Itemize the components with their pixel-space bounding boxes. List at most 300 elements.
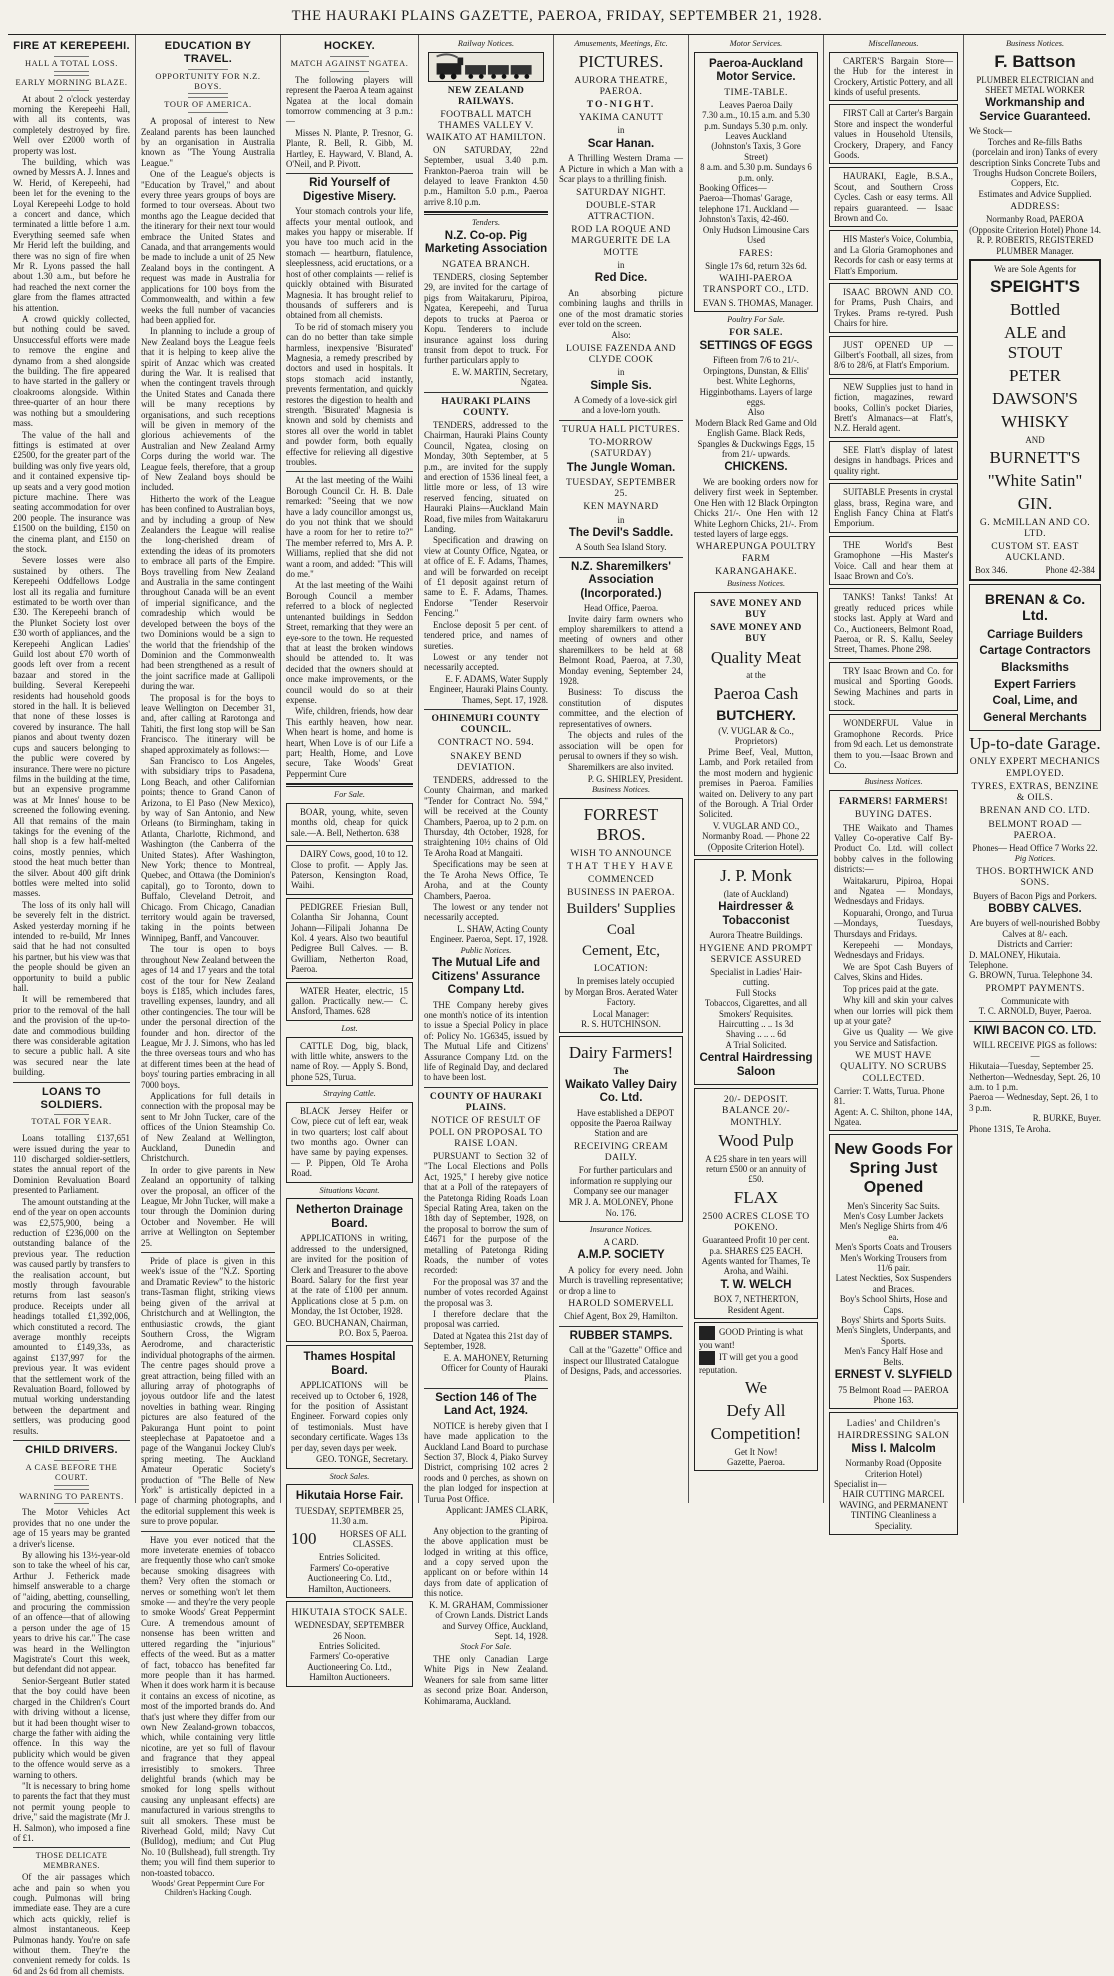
- divider: [141, 1531, 275, 1532]
- paragraph: Loans totalling £137,651 were issued during the year to 110 discharged soldier-settlers, states the annual report of the Dominion Revaluation Board presented to Parliament.: [13, 1133, 130, 1196]
- roberts: R. P. ROBERTS, REGISTERED PLUMBER Manager.: [976, 235, 1094, 256]
- column-7: [824, 35, 964, 1531]
- star-name: YAKIMA CANUTT: [578, 112, 664, 124]
- misc-ad: TRY Isaac Brown and Co. for musical and Sporting Goods. Sewing Machines and parts in stock.: [829, 662, 958, 712]
- flax-text: Guaranteed Profit 10 per cent. p.a. SHARES £25 EACH. Agents wanted for Thames, Te Aroha, and Waihi.: [701, 1235, 811, 1277]
- dairy-ad: [559, 1036, 683, 1222]
- divider: [559, 420, 683, 421]
- receiving-cream: RECEIVING CREAM DAILY.: [573, 1140, 669, 1163]
- monk-spec: Specialist in Ladies' Hair-cutting.: [710, 966, 802, 988]
- horse-count: 100: [291, 1529, 317, 1549]
- classified-ad: PEDIGREE Friesian Bull, Colantha Sir Johanna, Count Johann—Filipali Johanna De Kol. 4 years. Also two beautiful Pedigree Bull Calves. — B. Gwilliam, Netherton Road, Paeroa.: [286, 898, 413, 979]
- waikato-title: Waikato Valley Dairy Co. Ltd.: [565, 1078, 677, 1105]
- fire-article: [13, 94, 130, 1078]
- divider: [286, 783, 413, 787]
- shaving-price: Shaving .. .. .. 6d: [725, 1029, 787, 1040]
- train-icon: [429, 53, 543, 81]
- divider: [559, 557, 683, 558]
- situations-header: Situations Vacant.: [319, 1185, 380, 1195]
- booking-text: Paeroa—Thomas' Garage, telephone 171. Auckland — Johnston's Taxis, 42-460.: [699, 193, 799, 225]
- column-3: [281, 35, 419, 1683]
- bobby-text: Are buyers of well-nourished Bobby Calves at 8/- each.: [969, 918, 1101, 939]
- paragraph: Applications for full details in connection with the proposal may be sent to Mr John Tucker, care of the offices of the Union Steamship Co. of New Zealand at Wellington, Auckland, Dunedin and Christchurch.: [141, 1090, 275, 1164]
- paragraph: Of the air passages which ache and pain so when you cough. Pulmonas will bring immediate ease. They are a cure which acts quickly, relief is almost instantaneous. Keep Pulmonas handy. You're on safe without them. They're the convenient remedy for colds. 1s 6d and 2s 6d from all chemists.: [13, 1872, 130, 1976]
- kiwi-date: Netherton—Wednesday, Sept. 26, 10 a.m. to 1 p.m.: [969, 1071, 1101, 1092]
- we: We: [744, 1377, 768, 1397]
- slyfield-ad: [829, 1134, 958, 1409]
- fire-headline: FIRE AT KEREPEEHI.: [13, 40, 130, 52]
- misc-ad: TANKS! Tanks! Tanks! At greatly reduced prices while stocks last. Apply at Ward and Co., Auctioneers, Belmont Road, Paeroa, or R. S. Kallu, Seeley Street, Thames. Phone 298.: [829, 588, 958, 658]
- column-2: [136, 35, 281, 1898]
- membranes-headline: THOSE DELICATE MEMBRANES.: [35, 1851, 108, 1870]
- paragraph: Any objection to the granting of the above application must be lodged in writing at this office, and a copy served upon the applicant on or before within 14 days from date of application of this notice.: [424, 1525, 548, 1599]
- goods-item: Men's Sports Coats and Trousers: [835, 1242, 952, 1253]
- star-name: KEN MAYNARD: [583, 501, 659, 513]
- misc-ad: ISAAC BROWN AND CO. for Prams, Push Chairs, and Trykes. Prams re-tyred. Push Chairs for hire.: [829, 283, 958, 333]
- classified-ad: DAIRY Cows, good, 10 to 12. Close to profit. — Apply Jas. Paterson, Kensington Road, Waihi.: [286, 845, 413, 895]
- custom-st: CUSTOM ST. EAST AUCKLAND.: [991, 540, 1079, 564]
- business-header: Business Notices.: [1005, 39, 1065, 48]
- brenan-title: BRENAN & Co. Ltd.: [984, 590, 1086, 624]
- fares-label: FARES:: [738, 247, 774, 259]
- gin: GIN.: [1017, 493, 1053, 513]
- fire-subheadline: HALL A TOTAL LOSS.: [13, 56, 130, 72]
- paragraph: Specification and drawing on view at County Office, Ngatea, or at office of E. F. Adams, Thames, and will be forwarded on receipt of £1 deposit against return of same to E. F. Adams, Thames. Endorse "Tender Reservoir Fencing.": [424, 535, 548, 619]
- paragraph: THE Company hereby gives one month's notice of its intention to issue a Special Policy in place of: Policy No. 1G6345, issued by The Mutual Life and Citizens' Assurance Company Ltd. on the life of Reginald Day, and declared to have been lost.: [424, 999, 548, 1083]
- gazette-paeroa: Gazette, Paeroa.: [727, 1456, 785, 1467]
- paragraph: The Motor Vehicles Act provides that no one under the age of 15 years may be granted a driver's license.: [13, 1507, 130, 1549]
- motor-header: Motor Services.: [729, 39, 783, 48]
- paragraph: Specifications may be seen at the Te Aroha News Office, Te Aroha, and at the County Chambers, Paeroa.: [424, 859, 548, 901]
- harold: HAROLD SOMERVELL: [568, 1298, 674, 1310]
- garage-title: Up-to-date Garage.: [969, 733, 1101, 753]
- hospital-board-ad: [286, 1345, 413, 1468]
- poultry-header: Poultry For Sale.: [727, 314, 785, 324]
- classified-ad: CATTLE Dog, big, black, with little white, answers to the name of Roy. — Apply S. Bond, phone 52S, Turua.: [286, 1037, 413, 1087]
- flax-acres: 2500 ACRES CLOSE TO POKENO.: [702, 1210, 810, 1233]
- welch-text: BOX 7, NETHERTON, Resident Agent.: [713, 1294, 799, 1315]
- paragraph: Enclose deposit 5 per cent. of tendered price, and names of sureties.: [424, 619, 548, 651]
- child-subheadline: A CASE BEFORE THE COURT.: [13, 1460, 130, 1486]
- paragraph: Have established a DEPOT opposite the Paeroa Railway Station and are: [570, 1107, 675, 1139]
- paragraph: APPLICATIONS in writing, addressed to the undersigned, are invited for the position of Clerk and Treasurer to the above Board. Salary for the first year at the rate of £100 per annum. Applications close at 5 p.m. on Monday, the 1st October, 1928.: [291, 1233, 408, 1317]
- save-money-2: SAVE MONEY AND BUY: [710, 622, 802, 645]
- paragraph: One of the League's objects is "Education by Travel," and about every three years groups of boys are formed to tour overseas. About two months ago the League decided that the itinerary for their next tour would embrace the United States and Canada, and that arrangements would be made to include a unit of 25 New Zealand boys in the contingent. A request was made in Australia for applications for 100 boys from the Commonwealth, and within a few weeks the full number of vacancies had been applied for.: [141, 169, 275, 325]
- goods-item: Latest Neckties, Sox Suspenders and Braces.: [835, 1273, 952, 1294]
- contract-no: CONTRACT NO. 594.: [437, 737, 535, 749]
- paragraph: A Comedy of a love-sick girl and a love-lorn youth.: [573, 395, 678, 416]
- wharepunga: WHAREPUNGA POULTRY FARM: [695, 541, 817, 564]
- also: Also: [747, 407, 765, 418]
- paragraph: Misses N. Plante, P. Tresnor, G. Plante, R. Bell, R. Gibb, M. Hartley, E. Hayward, V. Bland, A. O'Neil, and P. Pivott.: [286, 127, 413, 169]
- goods-item: Men's Neglige Shirts from 4/6 ea.: [839, 1221, 948, 1242]
- paragraph: PURSUANT to Section 32 of "The Local Elections and Polls Act, 1925," I hereby give notice that at a Poll of the ratepayers of the Patetonga Riding Roads Loan Special Rating Area, taken on the 18th day of September, 1928, on the proposal to borrow the sum of £4671 for the purpose of the metalling of Patetonga Riding Roads, the number of votes recorded:: [424, 1150, 548, 1276]
- in-text: in: [617, 125, 625, 136]
- horse-count-row: [291, 1526, 408, 1552]
- misc-header: Miscellaneous.: [868, 39, 919, 48]
- forrest-line: COMMENCED: [588, 874, 654, 886]
- carrier-moloney: D. MALONEY, Hikutaia. Telephone.: [969, 949, 1061, 971]
- moloney: MR J. A. MOLONEY, Phone No. 176.: [568, 1197, 674, 1218]
- address-text: Normanby Road, PAEROA (Opposite Criterion Hotel) Phone 14.: [969, 214, 1101, 235]
- woods-footer: Woods' Great Peppermint Cure For Children's Hacking Cough.: [151, 1879, 265, 1898]
- white-satin: "White Satin": [987, 470, 1083, 490]
- paragraph: Kerepeehi — Mondays, Wednesdays and Fridays.: [834, 940, 953, 961]
- cement: Cement, Etc,: [582, 942, 660, 959]
- poll-title: COUNTY OF HAURAKI PLAINS.: [429, 1090, 543, 1114]
- full-stocks: Full Stocks: [735, 987, 777, 998]
- paragraph: Top prices paid at the gate.: [843, 983, 939, 994]
- expert-mechanics: ONLY EXPERT MECHANICS EMPLOYED.: [969, 756, 1101, 779]
- good-printing-row: [699, 1326, 813, 1350]
- paragraph: At the last meeting of the Waihi Borough Council a member referred to a block of neglected untenanted buildings in Seddon Street, remarking that they were an eye-sore to the town. He requested that at least the broken windows should be attended to. It was decided that the owners should at once make improvements, or the council would do so at their expense.: [286, 580, 413, 705]
- drainage-headline: Netherton Drainage Board.: [296, 1204, 403, 1230]
- head-office: Head Office, Paeroa.: [583, 603, 659, 614]
- forrest-line: BUSINESS IN PAEROA.: [567, 887, 675, 899]
- monk-bldg: Aurora Theatre Buildings.: [709, 930, 803, 941]
- misc-ad: THE World's Best Gramophone —His Master's Voice. Call and hear them at Isaac Brown and Co's.: [829, 536, 958, 586]
- quality-header: WE MUST HAVE QUALITY. NO SCRUBS COLLECTED.: [840, 1050, 947, 1084]
- signature: V. VUGLAR AND CO., Normanby Road. — Phone 22 (Opposite Criterion Hotel).: [702, 820, 810, 852]
- auctioneer-text: Farmers' Co-operative Auctioneering Co. Ltd., Hamilton, Auctioneers.: [307, 1562, 392, 1594]
- classified-ad: BLACK Jersey Heifer or Cow, piece cut of left ear, weak in two quarters; lost calf about two months ago. Owner can have same by paying expenses. — P. Pippen, Old Te Aroha Road.: [286, 1102, 413, 1183]
- for-sale-header: For Sale.: [334, 790, 365, 800]
- hockey-headline: HOCKEY.: [324, 40, 375, 52]
- chickens-title: CHICKENS.: [724, 461, 788, 474]
- column-8: [964, 35, 1106, 1503]
- paragraph: The loss of its only hall will be severely felt in the district. Asked yesterday morning if he intended to re-build, Mr Innes said that he had not consulted his partner, but his view was that the people should be given an opportunity to build a public hall.: [13, 899, 130, 994]
- signature: GEO. TONGE, Secretary.: [315, 1454, 408, 1465]
- paragraph: At about 2 o'clock yesterday morning the Kerepeehi Hall, with all its contents, was completely destroyed by fire. Well over £2000 worth of property was lost.: [13, 93, 130, 156]
- tyres: TYRES, EXTRAS, BENZINE & OILS.: [971, 780, 1099, 804]
- paragraph: The tour is open to boys throughout New Zealand between the ages of 14 and 17 years and the total cost of the tour for New Zealand boys is £185, which includes fares, travelling expenses, laundry, and all other contingencies. The tour will be under the personal direction of the founder and hon. director of the League, Mr J. J. Simons, who has led the three overseas tours and who has at different times been at the head of boys' touring parties embracing in all 7000 boys.: [141, 944, 275, 1090]
- tobaccos: Tobaccos, Cigarettes, and all Smokers' Requisites.: [704, 998, 808, 1019]
- speights: SPEIGHT'S: [989, 277, 1080, 297]
- auckland-from: (Johnston's Taxis, 3 Gore Street): [711, 141, 801, 162]
- paragraph: Call at the "Gazette" Office and inspect our Illustrated Catalogue of Designs, Pads, and accessories.: [560, 1345, 682, 1376]
- battson-name: F. Battson: [994, 51, 1076, 71]
- double-star: DOUBLE-STAR ATTRACTION.: [585, 199, 657, 222]
- pig-branch: NGATEA BRANCH.: [441, 258, 531, 270]
- bobby-calves: BOBBY CALVES.: [988, 902, 1082, 915]
- film-title: Scar Hanan.: [587, 137, 655, 150]
- carrier-brown: G. BROWN, Turua. Telephone 34.: [969, 970, 1093, 981]
- battson-trades: PLUMBER ELECTRICIAN and SHEET METAL WORKER: [976, 74, 1094, 95]
- poll-subtitle: NOTICE OF RESULT OF POLL ON PROPOSAL TO RAISE LOAN.: [429, 1115, 543, 1149]
- paragraph: A Thrilling Western Drama — A Picture in which a Man with a Scar plays to a thrilling finish.: [559, 153, 683, 185]
- sharemilkers-title: N.Z. Sharemilkers' Association (Incorporated.): [571, 560, 671, 600]
- columns: [8, 35, 1106, 1976]
- we-stock: We Stock—: [969, 126, 1012, 137]
- burnetts: BURNETT'S: [989, 447, 1081, 467]
- divider: [141, 1252, 275, 1253]
- for-sale: FOR SALE.: [729, 326, 783, 338]
- paragraph: An absorbing picture combining laughs and thrills in one of the most dramatic stories ever told on the screen.: [559, 287, 683, 329]
- paragraph: Business: To discuss the constitution of disputes committee, and the election of representatives of owners.: [559, 687, 683, 729]
- misc-ad: JUST OPENED UP — Gilbert's Football, all sizes, from 8/6 to 28/6, at Flatt's Emporium.: [829, 336, 958, 375]
- address-label: ADDRESS:: [1010, 201, 1060, 213]
- speights-ad: [969, 259, 1101, 581]
- bottled: Bottled: [1009, 300, 1061, 320]
- land-act-title: Section 146 of The Land Act, 1924.: [435, 1391, 537, 1418]
- pictures-title: PICTURES.: [578, 51, 664, 71]
- box-phone-row: [975, 565, 1095, 575]
- film-desc: A South Sea Island Story.: [575, 542, 667, 553]
- stock-sale-date: WEDNESDAY, SEPTEMBER 26 Noon.: [294, 1620, 405, 1641]
- divider: [424, 1388, 548, 1389]
- location-text: In premises lately occupied by Morgan Bros. Aerated Water Factory.: [564, 976, 678, 1008]
- brenan-service: Cartage Contractors: [979, 645, 1091, 658]
- masthead: THE HAURAKI PLAINS GAZETTE, PAEROA, FRIDAY, SEPTEMBER 21, 1928.: [8, 6, 1106, 35]
- paragraph: The value of the hall and fittings is estimated at over £2500, for the greater part of the building was only five years old, and it contained expensive tip-up seats and a very good motion picture machine. There was seating accommodation for over 200 people. The insurance was £1500 on the building, £150 on the cinema plant, and £150 on the stock.: [13, 429, 130, 554]
- in-text: in: [617, 514, 625, 525]
- misc-ad: FIRST Call at Carter's Bargain Store and inspect the wonderful values in Household Utensils, Crockery, Drapery, and Fancy Goods.: [829, 104, 958, 164]
- stock-sales-header: Stock Sales.: [329, 1471, 370, 1481]
- film-title: Simple Sis.: [590, 379, 652, 392]
- tenders-header: Tenders.: [471, 218, 501, 228]
- coal: Coal: [606, 922, 636, 939]
- saturday-night: SATURDAY NIGHT.: [576, 186, 666, 198]
- timetable: TIME-TABLE.: [724, 86, 788, 98]
- phones: Phones— Head Office 7 Works 22.: [972, 843, 1098, 854]
- misc-ad: NEW Supplies just to hand in fiction, magazines, reward books, Collin's pocket Diaries, Brett's Almanacs—at Flatt's, N.Z. Herald agent.: [829, 378, 958, 438]
- public-notices-header: Public Notices.: [460, 945, 512, 955]
- belmont: BELMONT ROAD — PAEROA.: [988, 818, 1082, 841]
- workmanship: Workmanship and Service Guaranteed.: [979, 97, 1091, 123]
- match-title: FOOTBALL MATCH THAMES VALLEY V. WAIKATO AT HAMILTON.: [426, 109, 546, 143]
- leaves-paeroa: Leaves Paeroa Daily: [719, 99, 793, 110]
- goods-item: Men's Fancy Half Hose and Belts.: [844, 1346, 943, 1367]
- paragraph: Senior-Sergeant Butler stated that the boy could have been charged in the Children's Court with driving without a license, but it had been thought wiser to charge the father with aiding the offence. In this way the publicity which would be given to the offence would serve as a warning to others.: [13, 1675, 130, 1780]
- divider: [286, 173, 413, 174]
- borthwick: THOS. BORTHWICK AND SONS.: [976, 866, 1094, 889]
- wood-pulp-ad: [694, 1088, 818, 1319]
- pointing-hand-icon: [699, 1326, 715, 1340]
- paragraph: Wife, children, friends, how dear This earthly heaven, how near. When heart is home, and home is heart, When Love is of our Life a part; Health, Home, and Love secure, Take Woods' Great Peppermint Cure: [286, 706, 413, 779]
- phone-no: Phone 42-384: [1045, 565, 1095, 576]
- paragraph: Severe losses were also sustained by others. The Kerepeehi Oddfellows Lodge lost all its regalia and furniture estimated to be worth over than £30. The Kerepeehi branch of the Plunket Society lost over £30 worth of appliances, and the Kerepeehi Anglican Ladies' Guild lost about £70 worth of goods left over from a recent bazaar and stored in the building. Several Kerepeehi residents had household goods stored in the hall. It is believed that none of these losses is covered by insurance. The hall pianos and about twenty dozen cups and saucers belonging to the public were covered by insurance. There were no picture films in the building at the time, but an expensive programme was at Mr Innes' house to be screened the following evening. All that remains of the main takings for the evening of the hall shop is a few half-melted coins, mostly pennies, which stood the heat much better than the silver. About 400 gift drink bottles were melted into solid masses.: [13, 555, 130, 899]
- trial: A Trial Solicited.: [725, 1039, 787, 1050]
- business-header: Business Notices.: [591, 785, 651, 795]
- paragraph: Your stomach controls your life, affects your mental outlook, and makes you happy or miserable. If you have too much acid in the stomach — heartburn, flatulence, sleeplessness, acid eructations, or a host of other complaints — relief is quickly obtained with Bisurated Magnesia. It has brought relief to thousands of sufferers and is obtained from all chemists.: [286, 206, 413, 321]
- sole-agents: We are Sole Agents for: [993, 263, 1077, 274]
- motor-title: Paeroa-Auckland Motor Service.: [709, 57, 803, 84]
- good-printing: GOOD Printing is what you want!: [699, 1327, 804, 1351]
- turua-hall: TURUA HALL PICTURES.: [561, 423, 681, 435]
- horse-desc: HORSES OF ALL CLASSES.: [339, 1529, 407, 1550]
- new-goods: New Goods For Spring Just Opened: [834, 1141, 953, 1196]
- proprietors: (V. VUGLAR & Co., Proprietors): [718, 726, 794, 747]
- star-name: LOUISE FAZENDA AND CLYDE COOK: [566, 342, 676, 365]
- monk-name: J. P. Monk: [720, 865, 792, 885]
- child-subheadline-2: WARNING TO PARENTS.: [13, 1489, 130, 1505]
- kiwi-bacon: KIWI BACON CO. LTD.: [973, 1024, 1097, 1037]
- dairy-farmers-title: Dairy Farmers!: [568, 1043, 674, 1063]
- peter: PETER: [1009, 365, 1061, 385]
- paragraph: It will be remembered that prior to the removal of the hall and the provision of the up-to-date and commodious building there was considerable agitation to secure a public hall. A site was secured near the late building.: [13, 994, 130, 1078]
- newspaper-page: [8, 6, 1106, 1976]
- paragraph: The amount outstanding at the end of the year on open accounts was £2,575,900, being a reduction of £236,000 on the outstanding balance of the previous year. The reduction was caused partly by transfers to the realisation account, but mostly through favourable returns from last season's produce. Receipts under all headings totalled £1,392,006, which constituted a record. The average monthly receipts amounted to £149,33s, as against £137,997 for the previous year. It was evident that the settlement work of the Revaluation Board, followed by mutual working understanding between the department and settlers, was producing good results.: [13, 1196, 130, 1436]
- divider: [424, 1087, 548, 1088]
- slyfield-addr: 75 Belmont Road — PAEROA Phone 163.: [838, 1384, 949, 1405]
- paragraph: A proposal of interest to New Zealand parents has been launched by an organisation in Australia known as "The Young Australia League.": [141, 116, 275, 168]
- paragraph: TENDERS, addressed to the Chairman, Hauraki Plains County Council, Ngatea, closing on Monday, 30th September, at 5 p.m., are invited for the supply and erection of 1536 lineal feet, a little more or less, of 13 wire reserved fencing, situated on Hauraki Plains—Auckland Main Road, five miles from Waitakaruru Landing.: [424, 419, 548, 535]
- paragraph: Invite dairy farm owners who employ sharemilkers to attend a meeting of owners and other sharemilkers to be held at 68 Belmont Road, Paeroa, at 7.30, Monday evening, September 24, 1928.: [559, 613, 683, 687]
- classified-ad: WATER Heater, electric, 15 gallon. Practically new.— C. Ansford, Thames. 628: [286, 982, 413, 1021]
- misery-headline: Rid Yourself of Digestive Misery.: [302, 177, 397, 203]
- goods-item: Men's Singlets, Underpants, and Sports.: [836, 1325, 951, 1346]
- will-receive: WILL RECEIVE PIGS as follows:—: [973, 1040, 1097, 1061]
- horse-fair-ad: [286, 1484, 413, 1598]
- wood-text: A £25 share in ten years will return £500 or an annuity of £50.: [705, 1153, 807, 1185]
- eggs-text: Orpingtons, Dunstan, & Ellis' best. White Leghorns, Higginbothams. Layers of large eggs.: [699, 365, 813, 407]
- film-title: Red Dice.: [594, 272, 648, 285]
- paragraph: We are Spot Cash Buyers of Calves, Skins and Hides.: [834, 961, 953, 983]
- hospital-headline: Thames Hospital Board.: [303, 1351, 396, 1377]
- classified-ad: BOAR, young, white, seven months old, cheap for quick sale.—A. Bell, Netherton. 638: [286, 803, 413, 842]
- paragraph: To be rid of stomach misery you can do no better than take simple harmless, inexpensive 'Bisurated' Magnesia, a remedy prescribed by doctors and used in hospitals. It stops stomach acid instantly, prevents fermentation, and quickly restores the digestion to health and strength. 'Bisurated' Magnesia is known and sold by chemists and stores all over the world in tablet and powder form, both equally effective for relieving all digestive troubles.: [286, 321, 413, 467]
- game-text: Modern Black Red Game and Old English Game. Black Reds, Spangles & Duckwings Eggs, 15 from 21/- upwards.: [695, 417, 817, 460]
- signature: GEO. BUCHANAN, Chairman, P.O. Box 5, Paeroa.: [293, 1317, 408, 1338]
- paragraph: Pride of place is given in this week's issue of the "N.Z. Sporting and Dramatic Review" to the historic trans-Tasman flight, striking views being given of the arrival at Christchurch and at Wellington, the enthusiastic crowds, the giant Southern Cross, the Wigram Aerodrome, and characteristic individual photographs of the airmen. The centre pages should prove a great attraction, being filled with an alluring array of photographs of joyous outdoor life and the latest novelties in bathing wear. Ringing pictures are also featured of the Pakuranga Hunt point to point steeplechase at Papatoetoe and a page of the Wanganui Jockey Club's spring meeting. The Auckland Amateur Operatic Society's production of "The Belle of New York" is artistically depicted in a page of charming photographs, and the editorial supplement this week is sure to prove popular.: [141, 1256, 275, 1527]
- divider: [13, 1082, 130, 1083]
- malcolm-addr: Normanby Road (Opposite Criterion Hotel): [845, 1458, 942, 1479]
- paragraph: "It is necessary to bring home to parents the fact that they must not permit young people to drive," said the magistrate (Mr J. H. Salmon), who imposed a fine of £1.: [13, 1780, 130, 1843]
- misc-ad: HAURAKI, Eagle, B.S.A., Scout, and Southern Cross Cycles. Cash or easy terms. All repairs guaranteed. — Isaac Brown and Co.: [829, 167, 958, 227]
- paragraph: ON SATURDAY, 22nd September, usual 3.40 p.m. Frankton-Paeroa train will be delayed to leave Frankton 4.50 p.m., Hamilton 5.0 p.m., Paeroa arrive 8.10 p.m.: [424, 144, 548, 207]
- kiwi-date: Hikutaia—Tuesday, September 25.: [969, 1061, 1094, 1072]
- brenan-ad: [969, 584, 1101, 731]
- signature: K. M. GRAHAM, Commissioner of Crown Lands. District Lands and Survey Office, Auckland, Sept. 14, 1928.: [429, 1599, 548, 1641]
- monk-ad: [694, 859, 818, 1085]
- wood-pulp: Wood Pulp: [718, 1130, 794, 1150]
- forrest-title: FORREST BROS.: [583, 804, 659, 844]
- county-title: HAURAKI PLAINS COUNTY.: [441, 395, 531, 418]
- in-text: in: [617, 259, 625, 270]
- stock-list: Torches and Re-fills Baths (porcelain and iron) Tanks of every description Sinks Concrete Tubs and Troughs Hudson Concrete Boilers, Coppers, Etc.: [969, 136, 1101, 189]
- entries-text: Entries Solicited.: [318, 1641, 381, 1651]
- mutual-life-title: The Mutual Life and Citizens' Assurance Company Ltd.: [431, 957, 541, 997]
- ohinemuri-title: OHINEMURI COUNTY COUNCIL.: [431, 712, 541, 736]
- reputation-row: [699, 1351, 813, 1375]
- tuesday: TUESDAY, SEPTEMBER 25.: [565, 476, 677, 500]
- goods-item: Men's Working Trousers from 11/6 pair.: [840, 1252, 947, 1273]
- karangahake: KARANGAHAKE.: [715, 565, 797, 577]
- dawsons: DAWSON'S: [992, 388, 1078, 408]
- paragraph: We are booking orders now for delivery first week in September. One Hen with 12 Black Orpington Chicks 21/-. One Hen with 12 White Leghorn Chicks, 21/-. From tested layers of large eggs.: [694, 476, 818, 539]
- whisky: WHISKY: [1001, 411, 1069, 431]
- paragraph: San Francisco to Los Angeles, with subsidiary trips to Pasadena, Long Beach, and other Californian points; thence to Grand Canon of Arizona, to El Paso (New Mexico), by way of San Antonio, and New Orleans (to Birmingham, taking in Atlanta, Charlotte, Richmond, and Washington (the Canberra of the United States). After Washington, New York; thence to Montreal, Quebec, and Ottawa (the Dominion's capital), go to Toronto, down to Buffalo, Cleveland Detroit, and Chicago. From Chicago, Canadian territory would again be traversed, taking in the points between Winnipeg, Banff, and Vancouver.: [141, 755, 275, 943]
- paragraph: The objects and rules of the association will be open for perusal to owners if they so wish.: [559, 730, 683, 761]
- paragraph: By allowing his 13½-year-old son to take the wheel of his car, Arthur J. Fetherick made himself answerable to a charge of "aiding, abetting, counselling, and procuring the commission of an offence—that of allowing a person under the age of 15 years to drive his car." The case was heard in the Wellington Magistrate's Court this week, but defendant did not appear.: [13, 1550, 130, 1675]
- paragraph: Waitakaruru, Pipiroa, Hopai and Ngatea — Mondays, Wednesdays and Fridays.: [834, 875, 953, 907]
- buying-dates: BUYING DATES.: [854, 809, 933, 821]
- quality-meat: Quality Meat: [710, 647, 802, 667]
- brenan-service: Blacksmiths: [1001, 661, 1069, 674]
- mcmillan: G. McMILLAN AND CO. LTD.: [979, 516, 1091, 539]
- monk-late: (late of Auckland): [723, 888, 789, 899]
- straying-header: Straying Cattle.: [323, 1089, 376, 1099]
- brenan-name: BRENAN AND CO. LTD.: [979, 805, 1091, 817]
- column-4: [419, 35, 554, 1706]
- pig-notices-header: Pig Notices.: [1014, 854, 1056, 864]
- horse-fair-headline: Hikutaia Horse Fair.: [295, 1490, 404, 1503]
- kiwi-date: Paeroa — Wednesday, Sept. 26, 1 to 3 p.m.: [969, 1092, 1098, 1113]
- paragraph: The proposal is for the boys to leave Wellington on December 31, and, after calling at Rarotonga and Tahiti, the first long stop will be San Francisco. The itinerary will be shaped approximately as follows:—: [141, 692, 275, 755]
- waihi-transport: WAIHI-PAEROA TRANSPORT CO., LTD.: [703, 273, 809, 296]
- drainage-board-ad: [286, 1198, 413, 1342]
- signature: E. W. MARTIN, Secretary, Ngatea.: [452, 366, 548, 388]
- harold-text: Chief Agent, Box 29, Hamilton.: [564, 1311, 678, 1322]
- divider: [13, 1440, 130, 1441]
- rubber-stamps-title: RUBBER STAMPS.: [569, 1329, 673, 1342]
- paragraph: I therefore declare that the proposal was carried.: [424, 1309, 548, 1330]
- hockey-subheadline: MATCH AGAINST NGATEA.: [286, 56, 413, 72]
- competition: Competition!: [710, 1423, 802, 1443]
- paragraph: THE only Canadian Large White Pigs in New Zealand. Weaners for sale from same litter as second prize Boar. Anderson, Kohimarama, Auckland.: [424, 1654, 548, 1706]
- snakey-bend: SNAKEY BEND DEVIATION.: [450, 750, 522, 773]
- stock-for-sale-header: Stock For Sale.: [460, 1642, 512, 1652]
- in-text: in: [617, 367, 625, 378]
- butchery: BUTCHERY.: [716, 706, 796, 723]
- education-subheadline-2: TOUR OF AMERICA.: [141, 97, 275, 113]
- divider: [969, 1021, 1101, 1022]
- amusements-header: Amusements, Meetings, Etc.: [574, 39, 668, 48]
- forrest-line: WISH TO ANNOUNCE: [570, 847, 672, 859]
- paragraph: Lowest or any tender not necessarily accepted.: [424, 651, 548, 673]
- paragraph: The following players will represent the Paeroa A team against Ngatea at the local domain tomorrow commencing at 3 p.m.:—: [286, 74, 413, 127]
- malcolm-ad: [829, 1412, 958, 1535]
- forrest-line: THAT THEY HAVE: [567, 860, 675, 872]
- welch: T. W. WELCH: [720, 1278, 792, 1291]
- business-header: Business Notices.: [726, 578, 786, 588]
- paragraph: At the last meeting of the Waihi Borough Council Cr. H. B. Dale remarked: "Seeing that we now have a lady councillor amongst us, do you not think that we should have a room for her to retire to?" The member referred to, Mrs A. P. Williams, replied that she did not want a room, and added: "This will do me.": [286, 475, 413, 580]
- box-no: Box 346.: [975, 565, 1008, 576]
- paragraph: TENDERS, closing September 29, are invited for the cartage of pigs from Waitakaruru, Pipiroa, Ngatea, Kerepeehi, and Turua depots to trucks at Paeroa or Kopu. Tenderers to include insurance against loss during transit from depot to truck. For further particulars apply to: [424, 272, 548, 366]
- paragraph: THE Waikato and Thames Valley Co-operative Calf By-Product Co. Ltd. will collect bobby calves in the following districts:—: [834, 822, 953, 875]
- column-6: [689, 35, 824, 1503]
- paragraph: TENDERS, addressed to the County Chairman, and marked "Tender for Contract No. 594," will be received at the County Chambers, Paeroa, up to 2 p.m. on Thursday, 4th October, 1928, for straightening 10½ chains of Old Te Aroha Road at Mangaiti.: [424, 775, 548, 858]
- slyfield-name: ERNEST V. SLYFIELD: [834, 1369, 953, 1382]
- brenan-service: Carriage Builders: [987, 628, 1083, 641]
- estimates: Estimates and Advice Supplied.: [978, 188, 1092, 199]
- paragraph: Kopuarahi, Orongo, and Turua—Mondays, Tuesdays, Thursdays and Fridays.: [834, 907, 953, 939]
- agent: Agent: A. C. Shilton, phone 14A, Ngatea.: [834, 1106, 953, 1127]
- monk-trade: Hairdresser & Tobacconist: [718, 901, 794, 927]
- business-header: Business Notices.: [864, 777, 923, 787]
- stock-sale-headline: HIKUTAIA STOCK SALE.: [291, 1606, 408, 1618]
- misc-ad: SUITABLE Presents in crystal glass, brass, Regina ware, and English Fancy China at Flatt's Emporium.: [829, 483, 958, 533]
- divider: [286, 471, 413, 472]
- paragraph: In order to give parents in New Zealand an opportunity of talking over the proposal, an officer of the League, Mr John Tucker, will make a tour through the Dominion during October and November. He will arrive at Wellington on September 25.: [141, 1164, 275, 1248]
- fire-subheadline-2: EARLY MORNING BLAZE.: [13, 75, 130, 91]
- settings-of-eggs: SETTINGS OF EGGS: [699, 339, 813, 352]
- save-money: SAVE MONEY AND BUY: [710, 597, 802, 620]
- divider: [559, 1326, 683, 1327]
- deposit: 20/- DEPOSIT. BALANCE 20/- MONTHLY.: [722, 1094, 790, 1128]
- paragraph: Why kill and skin your calves when our lorries will pick them up at your gate?: [834, 995, 953, 1026]
- paragraph: APPLICATIONS will be received up to October 6, 1928, for the position of Assistant Engineer. Forward copies only of testimonials. Must have secondary certificate. Wages 13s per day, seven days per week.: [291, 1380, 408, 1453]
- motor-service-ad: [694, 52, 818, 312]
- applicant: Applicant: JAMES CLARK, Pipiroa.: [445, 1505, 548, 1526]
- railway-header: Railway Notices.: [457, 39, 515, 48]
- paragraph: Have you ever noticed that the more inveterate enemies of tobacco are frequently those who can't smoke because smoking disagrees with them? Very often the stomach or nerves or something won't let them smoke — and they're the very people to smoke Woods' Great Peppermint Cure. A tremendous amount of nonsense has been written and uttered regarding the "injurious" effects of the weed. But as a matter of fact, tobacco has benefited far more people than it has harmed. When it does work harm it is because it contains an excess of nicotine, as most of the imported brands do. And that's just where they differ from our own New Zealand-grown tobaccos, which, while containing very little nicotine, are yet so full of flavour and fragrance that they appeal irresistibly to smokers. Three delightful brands (which may be smoked for long spells without causing any unpleasant effects) are manufactured in various strengths to suit all smokers. These must be Riverhead Gold, mild; Navy Cut (Bulldog), medium; and Cut Plug No. 10 (Bullshead), full strength. Try them; you will find them superior to non-toasted tobacco.: [141, 1534, 275, 1878]
- paragraph: For the proposal was 37 and the number of votes recorded Against the proposal was 3.: [424, 1276, 548, 1308]
- manager-name: R. S. HUTCHINSON.: [581, 1018, 661, 1029]
- railways-title: NEW ZEALAND RAILWAYS.: [447, 84, 525, 107]
- and: AND: [1025, 434, 1045, 445]
- leaves-auckland: Leaves Auckland: [725, 131, 787, 142]
